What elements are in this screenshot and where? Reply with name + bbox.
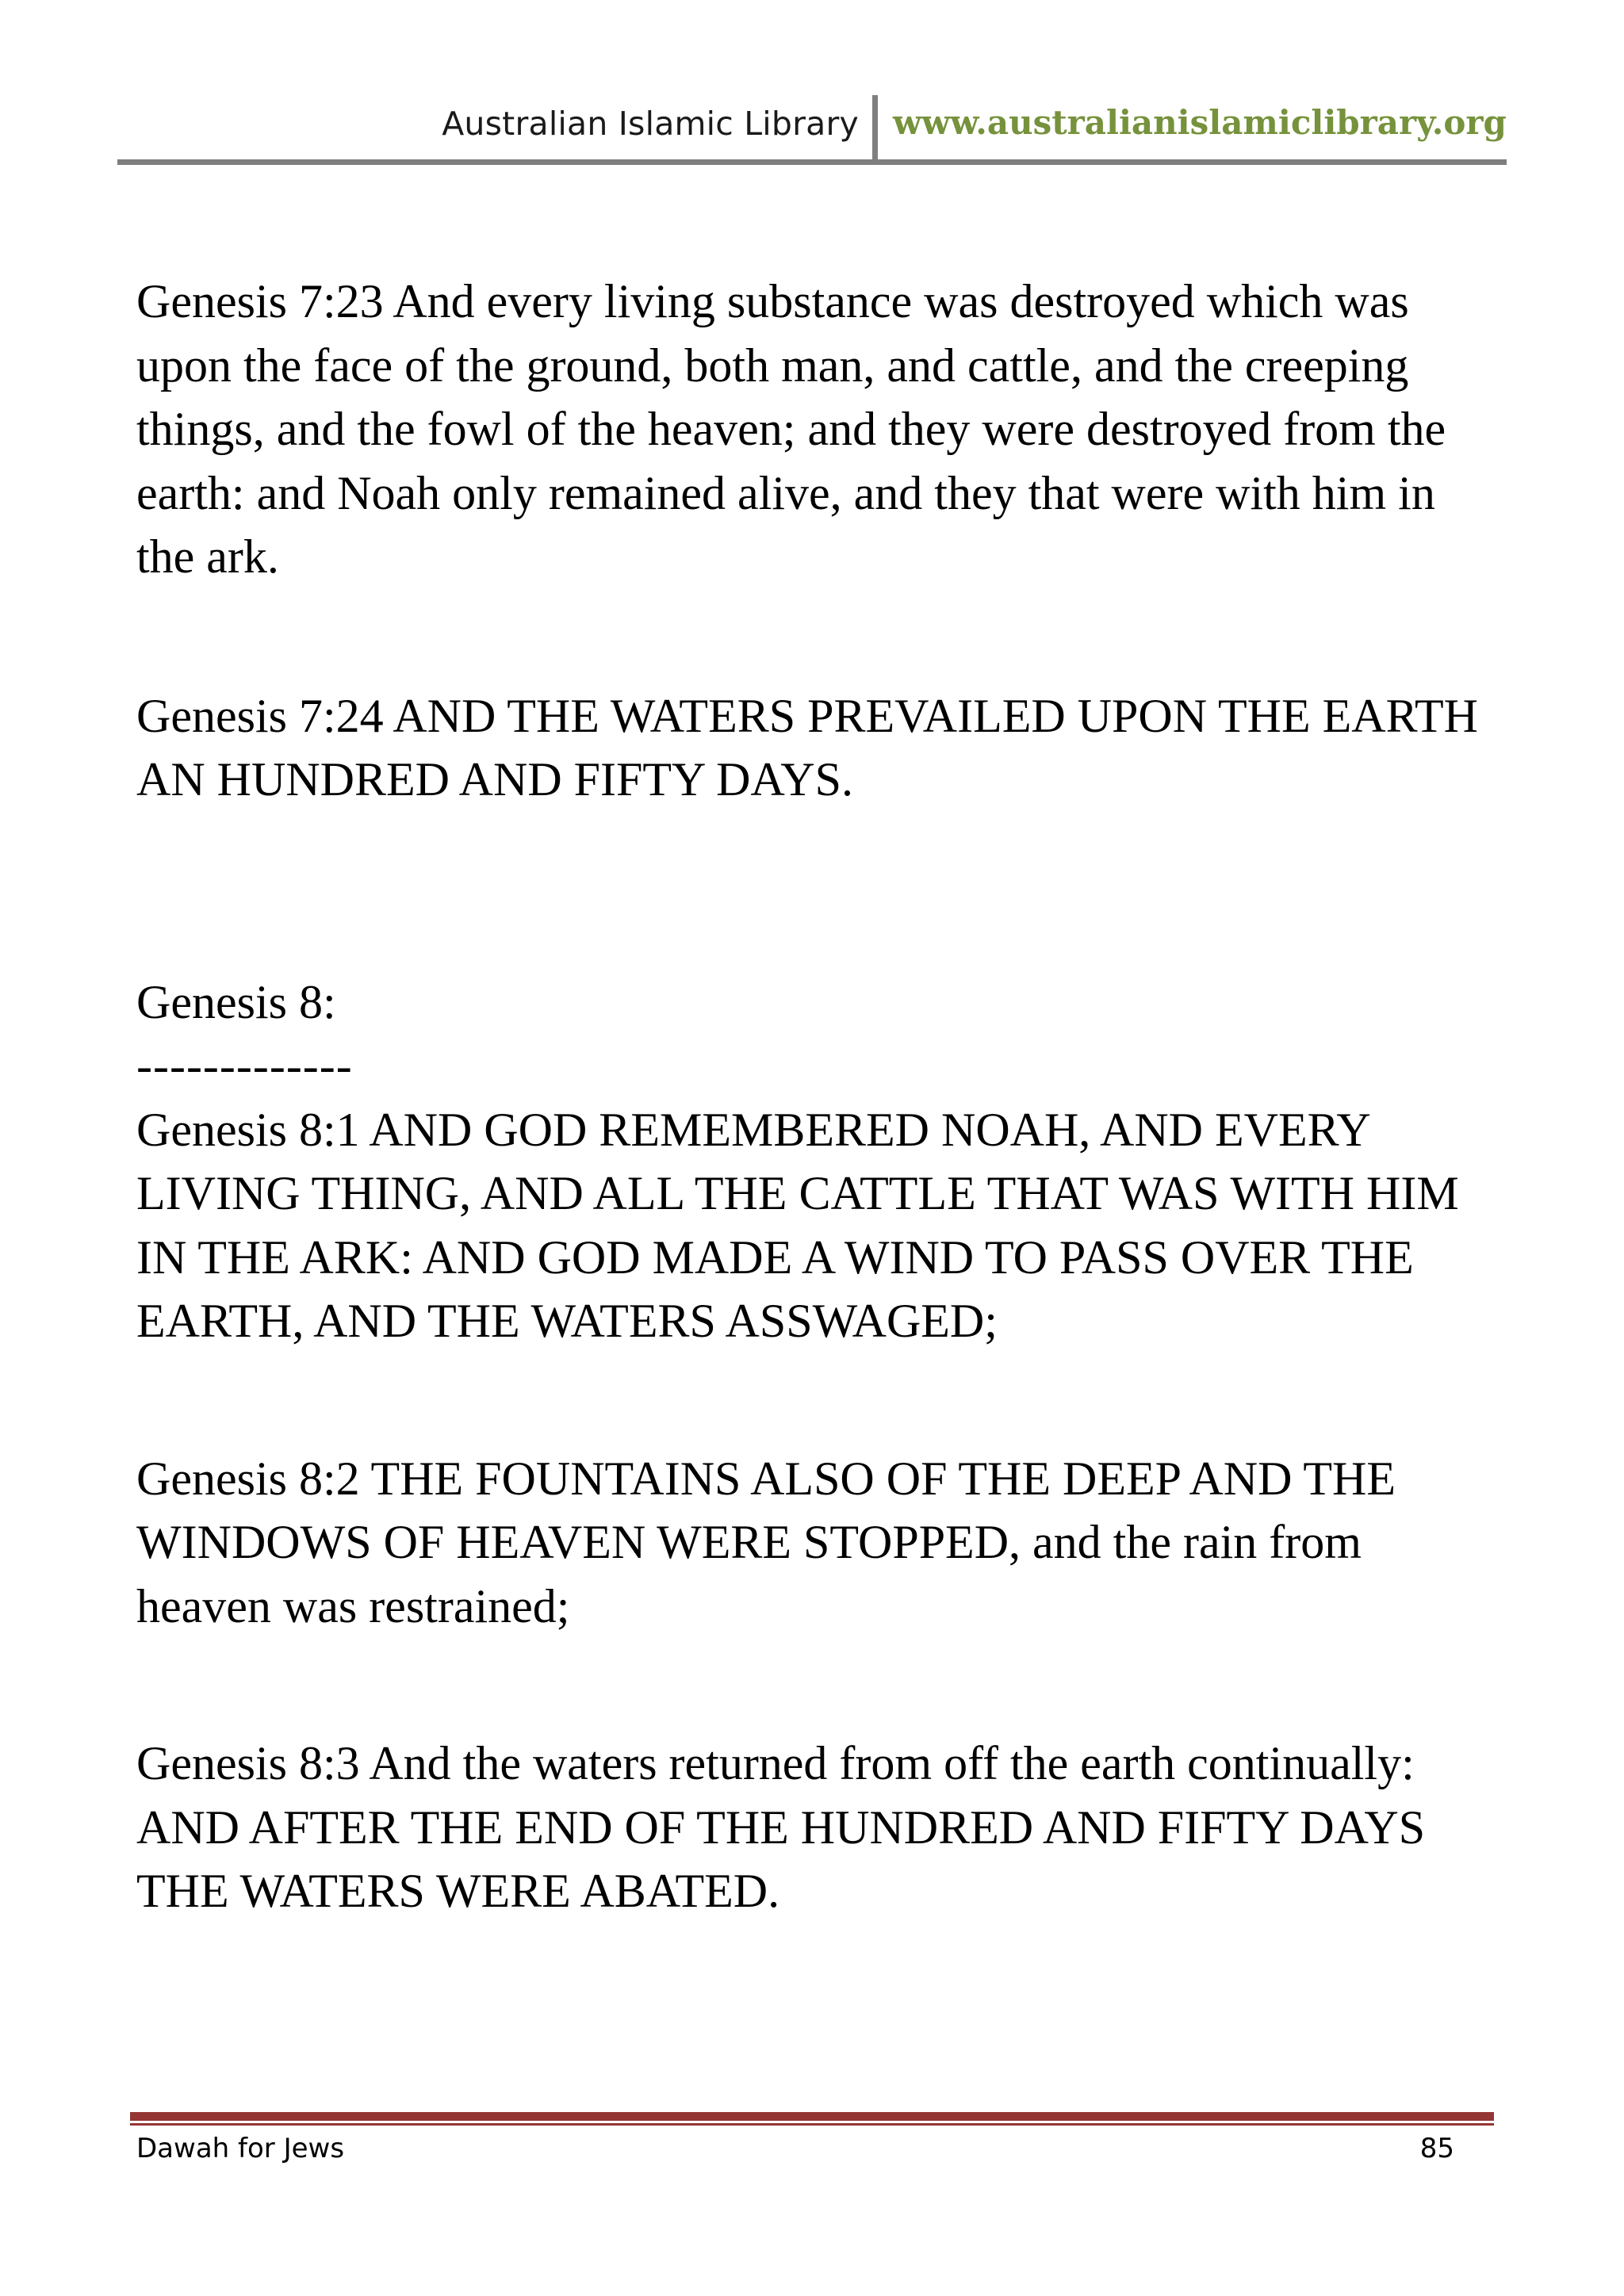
website-link[interactable]: www.australianislamiclibrary.org (893, 103, 1507, 142)
verse-genesis-7-23: Genesis 7:23 And every living substance was destroyed which was upon the face of the ground, both man, and cattle, and the creeping things, and the fowl of the heaven; and they were destroyed from the earth: and Noah only remained alive, and they that were with him in the ark. (136, 275, 1446, 583)
page-number: 85 (1419, 2133, 1454, 2164)
verse-genesis-8-1: Genesis 8:1 AND GOD REMEMBERED NOAH, AND EVERY LIVING THING, AND ALL THE CATTLE THAT WAS WITH HIM IN THE ARK: AND GOD MADE A WIND TO PASS OVER THE EARTH, AND THE WATERS ASSWAGED; (136, 1103, 1459, 1347)
verse-genesis-7-24: Genesis 7:24 AND THE WATERS PREVAILED UPON THE EARTH AN HUNDRED AND FIFTY DAYS. (136, 689, 1478, 806)
header-rule (117, 159, 1507, 165)
footer-rule-thin (130, 2123, 1494, 2126)
library-name: Australian Islamic Library (442, 105, 859, 143)
header-separator (872, 95, 878, 163)
page-header (0, 0, 1624, 174)
verse-genesis-8-2: Genesis 8:2 THE FOUNTAINS ALSO OF THE DEEP AND THE WINDOWS OF HEAVEN WERE STOPPED, and the rain from heaven was restrained; (136, 1452, 1396, 1632)
book-title: Dawah for Jews (136, 2133, 345, 2164)
chapter-underline: ------------- (136, 1039, 353, 1092)
page-body (136, 270, 1500, 1923)
verse-genesis-8-3: Genesis 8:3 And the waters returned from off the earth continually: AND AFTER THE END OF THE HUNDRED AND FIFTY DAYS THE WATERS WERE ABATED. (136, 1737, 1426, 1917)
footer-rule (130, 2112, 1494, 2121)
chapter-heading: Genesis 8: (136, 975, 336, 1028)
